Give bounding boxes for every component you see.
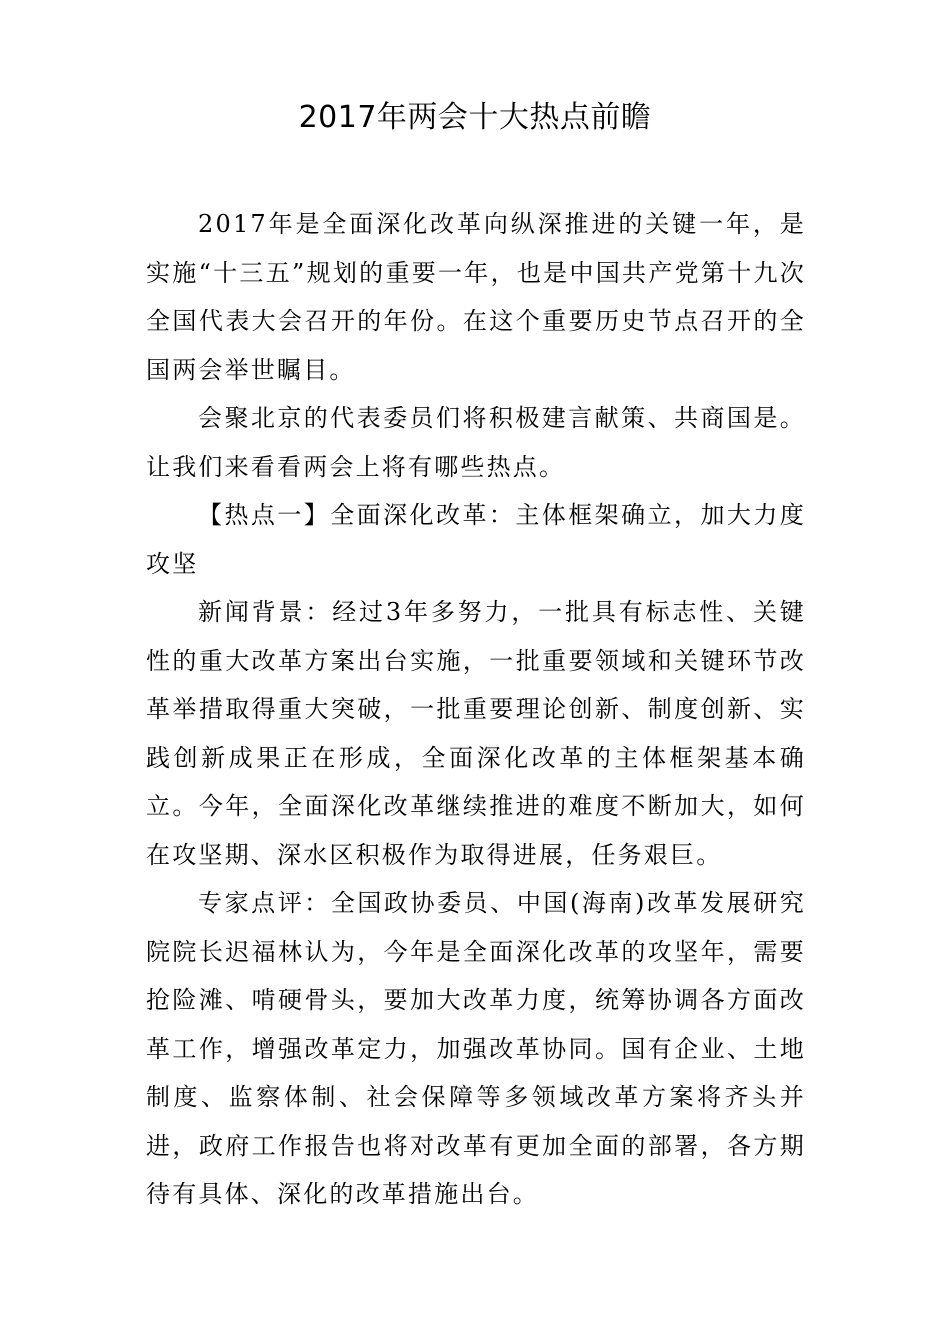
document-title: 2017年两会十大热点前瞻 — [298, 100, 652, 135]
paragraph-hotspot-heading: 【热点一】全面深化改革：主体框架确立，加大力度攻坚 — [146, 501, 806, 578]
paragraph-news-background: 新闻背景：经过3年多努力，一批具有标志性、关键性的重大改革方案出台实施，一批重要领域和关键环节改革举措取得重大突破，一批重要理论创新、制度创新、实践创新成果正在形成，全面深化改革的主体框架基本确立。今年，全面深化改革继续推进的难度不断加大，如何在攻坚期、深水区积极作为取得进展，任务艰巨。 — [146, 598, 806, 869]
paragraph-expert-comment: 专家点评：全国政协委员、中国(海南)改革发展研究院院长迟福林认为，今年是全面深化改革的攻坚年，需要抢险滩、啃硬骨头，要加大改革力度，统筹协调各方面改革工作，增强改革定力，加强改革协同。国有企业、土地制度、监察体制、社会保障等多领域改革方案将齐头并进，政府工作报告也将对改革有更加全面的部署，各方期待有具体、深化的改革措施出台。 — [146, 889, 806, 1208]
paragraph-intro: 2017年是全面深化改革向纵深推进的关键一年，是实施“十三五”规划的重要一年，也是中国共产党第十九次全国代表大会召开的年份。在这个重要历史节点召开的全国两会举世瞩目。 — [146, 210, 806, 384]
paragraph-delegates: 会聚北京的代表委员们将积极建言献策、共商国是。让我们来看看两会上将有哪些热点。 — [146, 404, 806, 481]
document-body — [146, 200, 806, 1219]
